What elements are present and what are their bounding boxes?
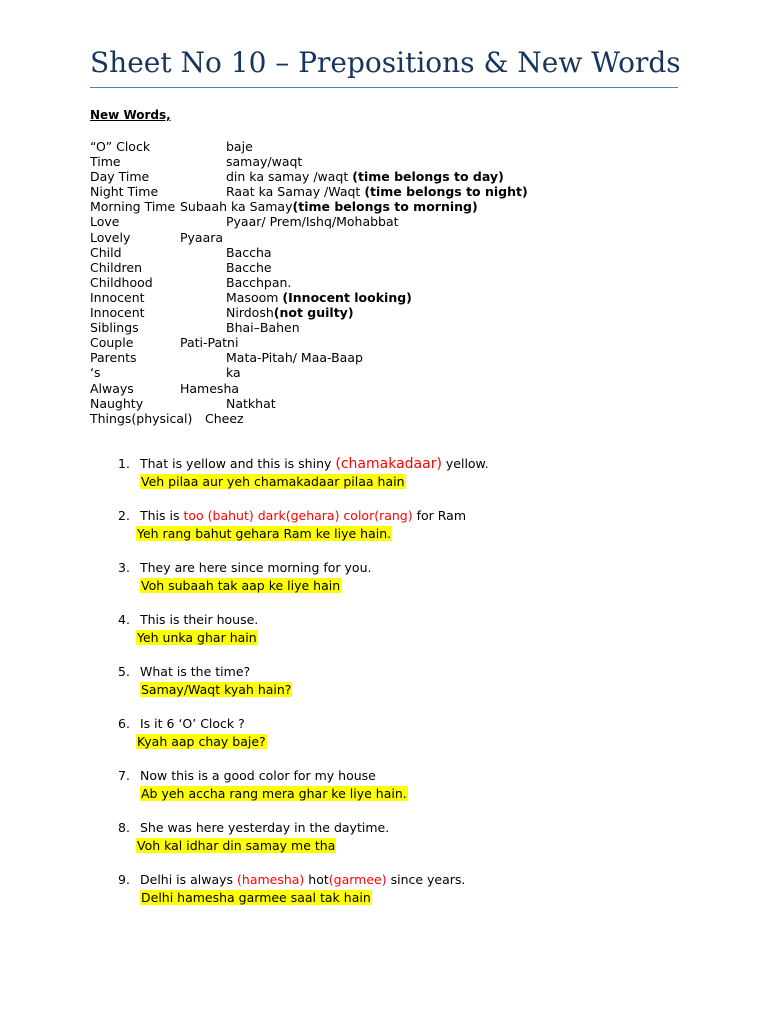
vocab-term: Naughty [90,395,144,411]
vocab-meaning-text: Baccha [226,244,272,260]
vocab-meaning [226,245,272,260]
vocab-meaning-text: Pyaara [180,229,224,245]
sentence-segment: This is their house. [140,612,259,627]
vocab-meaning-text: Masoom [226,289,283,305]
example-number: 2. [118,508,130,523]
vocab-term: Morning Time [90,199,176,215]
section-heading-new-words: New Words, [90,108,171,122]
example-number: 5. [118,664,130,679]
highlighted-hindi-word: (hamesha) [237,872,305,887]
example-english-sentence [140,872,465,887]
vocab-term: Things(physical) [90,410,193,426]
vocab-note: (time belongs to night) [364,184,528,200]
vocab-meaning-text: Subaah ka Samay [180,199,293,215]
example-translation-highlighted: Veh pilaa aur yeh chamakadaar pilaa hain [141,474,405,489]
vocab-meaning [205,411,244,426]
vocab-meaning [180,199,478,214]
highlighted-hindi-word: (chamakadaar) [335,456,442,472]
vocab-meaning-text: baje [226,139,253,154]
sentence-segment: What is the time? [140,664,251,679]
example-english-sentence [140,560,371,575]
vocab-term: Always [90,380,134,396]
example-translation-highlighted: Kyah aap chay baje? [137,734,266,749]
example-translation-highlighted: Voh kal idhar din samay me tha [137,838,336,853]
vocab-meaning-text: Natkhat [226,395,276,411]
example-english-sentence [140,768,376,783]
sentence-segment: Is it 6 ‘O’ Clock ? [140,716,245,731]
vocab-term: Childhood [90,274,153,290]
vocab-meaning-text: Bacche [226,259,272,275]
example-translation-highlighted: Yeh unka ghar hain [137,630,257,645]
vocab-note: (Innocent looking) [282,289,412,305]
example-number: 4. [118,612,130,627]
vocab-meaning [226,139,253,154]
vocab-meaning [180,335,238,350]
vocab-meaning [226,154,302,169]
vocab-meaning-text: Cheez [205,410,244,426]
vocab-meaning [226,320,300,335]
example-english-sentence [140,456,489,472]
example-translation-highlighted: Voh subaah tak aap ke liye hain [141,578,341,593]
sentence-segment: hot [304,872,329,887]
example-english-sentence [140,716,245,731]
vocab-meaning [226,365,241,380]
vocab-meaning [226,305,354,320]
title-underline-divider [90,87,678,88]
vocab-term: Time [90,154,121,170]
highlighted-hindi-word: (garmee) [328,872,387,887]
vocab-note: (time belongs to day) [352,169,504,185]
vocab-meaning [226,169,504,184]
vocab-meaning-text: ka [226,365,241,381]
example-english-sentence [140,820,389,835]
sentence-segment: since years. [386,872,466,887]
vocab-term: Night Time [90,184,159,200]
sentence-segment: yellow. [441,456,489,471]
vocab-term: Couple [90,335,134,351]
sentence-segment: Now this is a good color for my house [140,768,376,783]
vocab-term: ‘s [90,365,101,381]
vocab-meaning-text: Hamesha [180,380,240,396]
vocab-meaning-text: Pyaar/ Prem/Ishq/Mohabbat [226,214,399,230]
sentence-segment: That is yellow and this is shiny [140,456,336,471]
vocab-meaning [180,230,223,245]
vocab-term: Child [90,244,122,260]
vocab-term: Innocent [90,289,145,305]
example-number: 9. [118,872,130,887]
vocab-meaning-text: din ka samay /waqt [226,169,353,185]
sentence-segment: They are here since morning for you. [140,560,372,575]
highlighted-hindi-word: too (bahut) dark(gehara) color(rang) [183,508,413,523]
example-english-sentence [140,664,250,679]
example-translation-highlighted: Delhi hamesha garmee saal tak hain [141,890,371,905]
vocab-meaning-text: Bacchpan. [226,274,292,290]
sentence-segment: for Ram [412,508,467,523]
example-english-sentence [140,508,466,523]
sentence-segment: Delhi is always [140,872,238,887]
sentence-segment: She was here yesterday in the daytime. [140,820,390,835]
vocab-meaning [226,350,363,365]
example-number: 1. [118,456,130,471]
vocab-meaning-text: Raat ka Samay /Waqt [226,184,365,200]
vocab-meaning-text: samay/waqt [226,154,303,170]
example-translation-highlighted: Yeh rang bahut gehara Ram ke liye hain. [137,526,392,541]
vocab-term: Children [90,259,143,275]
vocab-meaning [226,184,528,199]
vocab-term: Day Time [90,169,150,185]
page-title: Sheet No 10 – Prepositions & New Words [90,46,681,79]
vocab-meaning [226,290,412,305]
vocab-meaning-text: Nirdosh [226,305,274,321]
example-translation-highlighted: Samay/Waqt kyah hain? [141,682,292,697]
example-number: 3. [118,560,130,575]
example-number: 6. [118,716,130,731]
vocab-meaning [226,260,272,275]
vocab-term: Parents [90,350,137,366]
vocab-term: Lovely [90,229,131,245]
vocab-term: Siblings [90,320,139,336]
vocab-term: Love [90,214,120,230]
vocab-note: (time belongs to morning) [292,199,478,215]
vocab-meaning [180,381,239,396]
vocab-meaning [226,275,291,290]
example-english-sentence [140,612,258,627]
vocab-meaning [226,396,276,411]
vocab-term: Innocent [90,305,145,321]
example-translation-highlighted: Ab yeh accha rang mera ghar ke liye hain. [141,786,407,801]
sentence-segment: This is [140,508,184,523]
vocab-meaning-text: Mata-Pitah/ Maa-Baap [226,350,363,366]
example-number: 7. [118,768,130,783]
vocab-meaning [226,214,399,229]
vocab-meaning-text: Pati-Patni [180,335,239,351]
vocab-meaning-text: Bhai–Bahen [226,320,300,336]
vocab-term: “O” Clock [90,139,151,154]
example-number: 8. [118,820,130,835]
vocab-note: (not guilty) [273,305,354,321]
